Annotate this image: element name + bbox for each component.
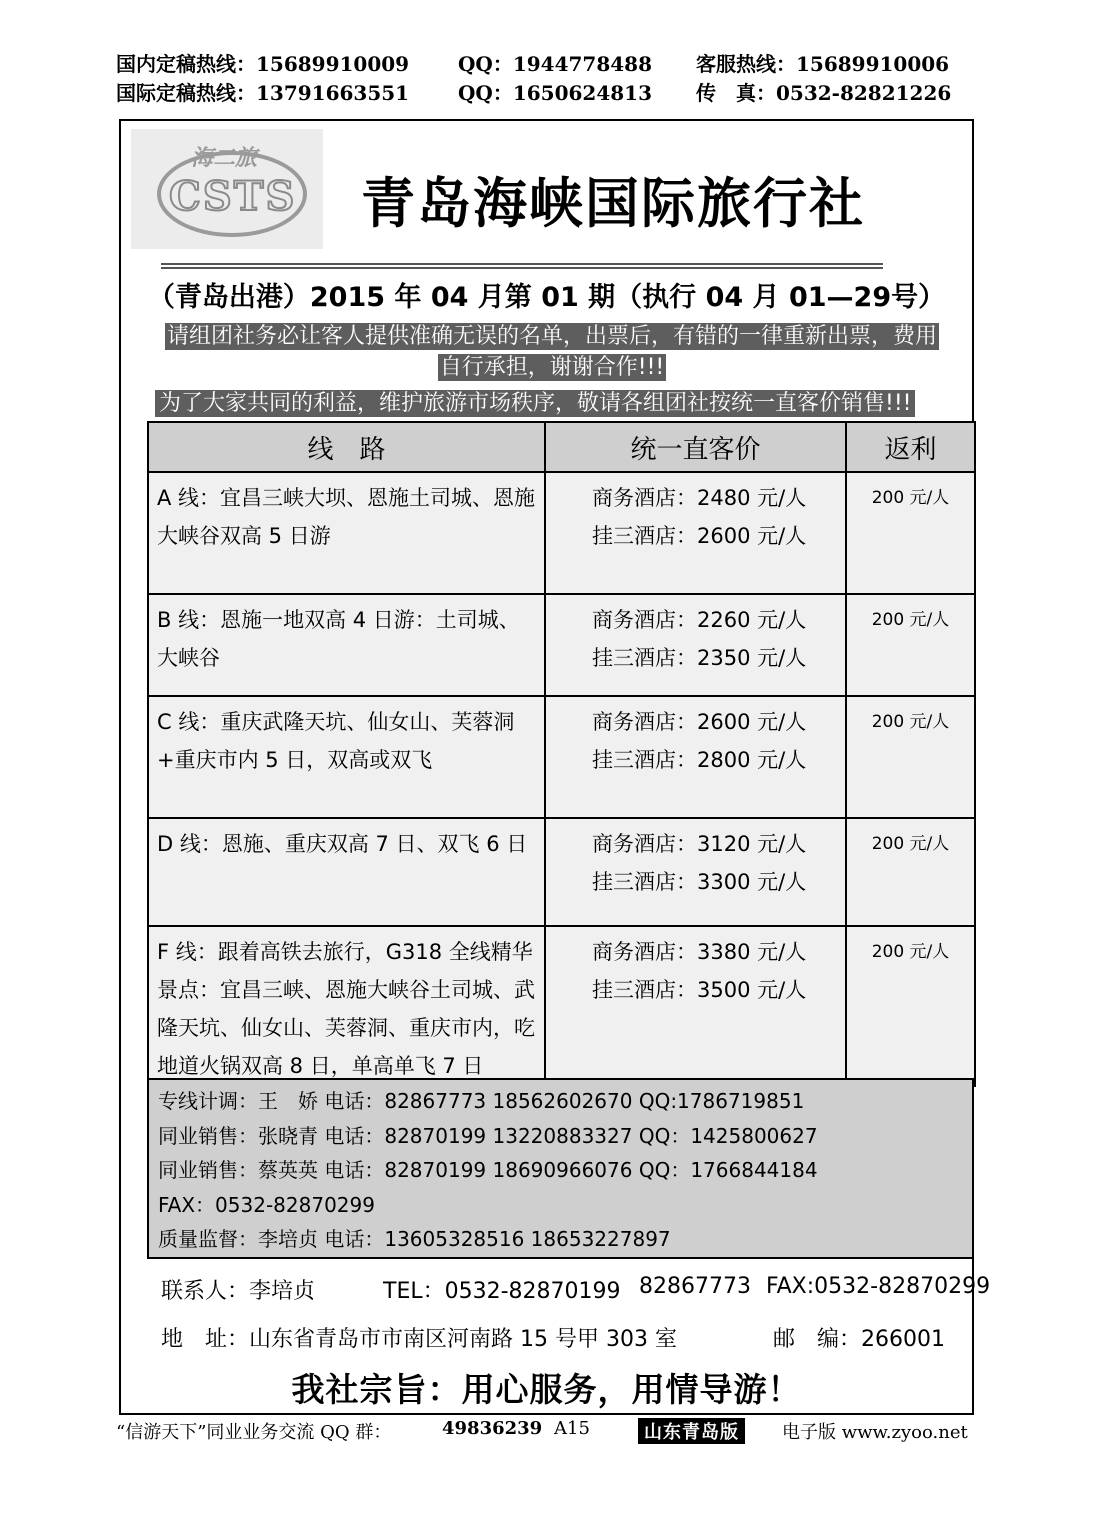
footer-tel: TEL：0532-82870199 bbox=[383, 1279, 621, 1304]
route-cell: C 线：重庆武隆天坑、仙女山、芙蓉洞+重庆市内 5 日，双高或双飞 bbox=[148, 696, 545, 818]
contact-line: 质量监督：李培贞 电话：13605328516 18653227897 bbox=[158, 1227, 671, 1251]
service-hotline: 客服热线：15689910006 bbox=[696, 52, 950, 76]
international-qq: QQ：1650624813 bbox=[458, 81, 653, 105]
notice-ticket-names bbox=[159, 321, 945, 383]
postcode: 邮 编：266001 bbox=[773, 1327, 945, 1352]
table-row bbox=[148, 696, 975, 818]
fax-number: 传 真：0532-82821226 bbox=[696, 81, 952, 105]
logo-main-text: CSTS bbox=[169, 173, 297, 220]
price-cell bbox=[545, 818, 846, 926]
price-3star: 挂三酒店：2350 元/人 bbox=[592, 646, 807, 670]
header-route: 线 路 bbox=[148, 422, 545, 472]
qq-group-label: “信游天下”同业业务交流 QQ 群： bbox=[116, 1422, 392, 1443]
price-business: 商务酒店：2600 元/人 bbox=[592, 710, 807, 734]
rebate-cell: 200 元/人 bbox=[846, 594, 975, 696]
page-code: A15 bbox=[554, 1418, 590, 1439]
contact-line: 专线计调：王 娇 电话：82867773 18562602670 QQ:1786719851 bbox=[158, 1089, 805, 1113]
price-cell bbox=[545, 926, 846, 1086]
edition-badge: 山东青岛版 bbox=[638, 1418, 745, 1444]
contact-person: 联系人：李培贞 bbox=[161, 1279, 316, 1304]
address: 地 址：山东省青岛市市南区河南路 15 号甲 303 室 bbox=[161, 1327, 677, 1352]
route-cell: D 线：恩施、重庆双高 7 日、双飞 6 日 bbox=[148, 818, 545, 926]
issue-info: （青岛出港）2015 年 04 月第 01 期（执行 04 月 01—29号） bbox=[147, 282, 946, 313]
price-business: 商务酒店：3120 元/人 bbox=[592, 832, 807, 856]
csts-logo bbox=[131, 129, 323, 249]
domestic-hotline: 国内定稿热线：15689910009 bbox=[116, 52, 410, 76]
rebate-cell: 200 元/人 bbox=[846, 926, 975, 1086]
table-row bbox=[148, 472, 975, 594]
qq-group-number: 49836239 bbox=[442, 1418, 543, 1439]
agency-name: 青岛海峡国际旅行社 bbox=[361, 172, 865, 235]
price-business: 商务酒店：2480 元/人 bbox=[592, 486, 807, 510]
notice-ticket-names-text: 请组团社务必让客人提供准确无误的名单，出票后，有错的一律重新出票，费用自行承担，谢谢合作!!! bbox=[166, 324, 937, 380]
header-rebate: 返利 bbox=[846, 422, 975, 472]
domestic-qq: QQ：1944778488 bbox=[458, 52, 653, 76]
price-business: 商务酒店：2260 元/人 bbox=[592, 608, 807, 632]
international-hotline: 国际定稿热线：13791663551 bbox=[116, 81, 410, 105]
footer-fax: FAX:0532-82870299 bbox=[766, 1274, 991, 1299]
slogan: 我社宗旨：用心服务，用情导游！ bbox=[291, 1370, 802, 1409]
contact-line: 同业销售：张晓青 电话：82870199 13220883327 QQ：1425800627 bbox=[158, 1123, 818, 1148]
table-row bbox=[148, 594, 975, 696]
header-price: 统一直客价 bbox=[545, 422, 846, 472]
price-cell bbox=[545, 696, 846, 818]
table-row bbox=[148, 926, 975, 1086]
table-header-row bbox=[148, 422, 975, 472]
contacts-box bbox=[147, 1078, 974, 1259]
route-cell: B 线：恩施一地双高 4 日游：土司城、大峡谷 bbox=[148, 594, 545, 696]
rebate-cell: 200 元/人 bbox=[846, 472, 975, 594]
notice-pricing-text: 为了大家共同的利益，维护旅游市场秩序，敬请各组团社按统一直客价销售!!! bbox=[155, 390, 915, 417]
double-divider bbox=[161, 263, 883, 269]
rebate-cell: 200 元/人 bbox=[846, 818, 975, 926]
rebate-cell: 200 元/人 bbox=[846, 696, 975, 818]
price-business: 商务酒店：3380 元/人 bbox=[592, 940, 807, 964]
price-cell bbox=[545, 594, 846, 696]
logo-top-text: 海二旅 bbox=[191, 146, 258, 171]
route-cell: A 线：宜昌三峡大坝、恩施土司城、恩施大峡谷双高 5 日游 bbox=[148, 472, 545, 594]
notice-pricing bbox=[155, 389, 915, 419]
advert-frame bbox=[119, 119, 991, 1415]
contact-line: FAX：0532-82870299 bbox=[158, 1192, 375, 1217]
price-3star: 挂三酒店：3300 元/人 bbox=[592, 870, 807, 894]
site-link[interactable]: 电子版 www.zyoo.net bbox=[782, 1422, 968, 1443]
price-3star: 挂三酒店：3500 元/人 bbox=[592, 978, 807, 1002]
footer-tel2: 82867773 bbox=[639, 1274, 751, 1299]
price-3star: 挂三酒店：2600 元/人 bbox=[592, 524, 807, 548]
price-3star: 挂三酒店：2800 元/人 bbox=[592, 748, 807, 772]
table-row bbox=[148, 818, 975, 926]
contact-line: 同业销售：蔡英英 电话：82870199 18690966076 QQ：1766844184 bbox=[158, 1158, 818, 1182]
route-cell: F 线：跟着高铁去旅行，G318 全线精华景点：宜昌三峡、恩施大峡谷土司城、武隆天坑、仙女山、芙蓉洞、重庆市内，吃地道火锅双高 8 日，单高单飞 7 日 bbox=[148, 926, 545, 1086]
price-cell bbox=[545, 472, 846, 594]
route-price-table bbox=[147, 421, 976, 1087]
